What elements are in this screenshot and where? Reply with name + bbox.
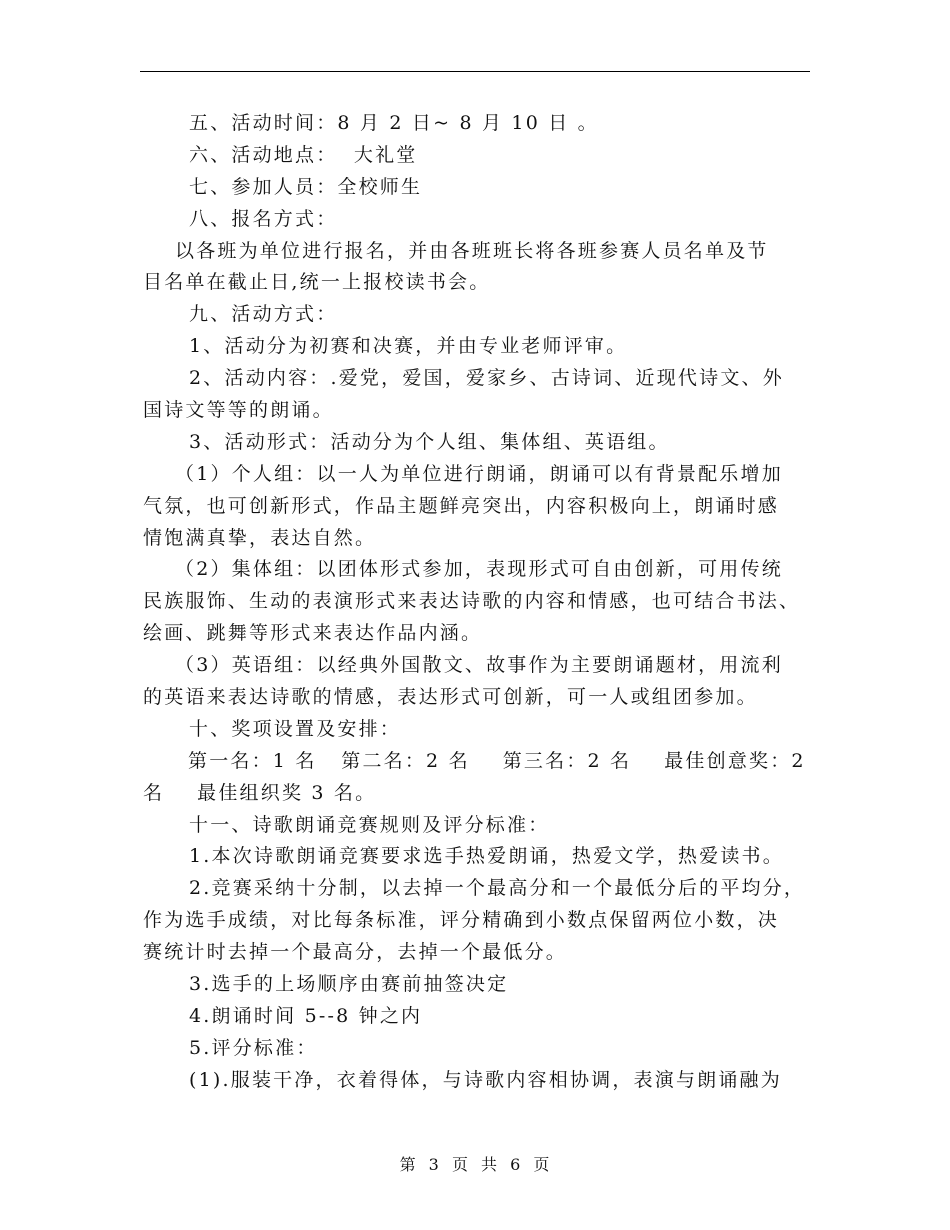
paragraph-line: 名 最佳组织奖 3 名。	[143, 781, 377, 804]
paragraph-line: 的英语来表达诗歌的情感，表达形式可创新，可一人或组团参加。	[143, 686, 758, 709]
paragraph-line: 以各班为单位进行报名，并由各班班长将各班参赛人员名单及节	[175, 239, 769, 262]
paragraph-line: 绘画、跳舞等形式来表达作品内涵。	[143, 622, 483, 645]
paragraph-line: 作为选手成绩，对比每条标准，评分精确到小数点保留两位小数，决	[143, 909, 780, 932]
paragraph-line: 4.朗诵时间 5--8 钟之内	[189, 1004, 423, 1027]
paragraph-line: 十一、诗歌朗诵竞赛规则及评分标准：	[189, 813, 550, 836]
paragraph-line: 七、参加人员：全校师生	[189, 175, 423, 198]
paragraph-line: 赛统计时去掉一个最高分，去掉一个最低分。	[143, 941, 568, 964]
paragraph-line: 气氛，也可创新形式，作品主题鲜亮突出，内容积极向上，朗诵时感	[143, 494, 780, 517]
paragraph-line: 2.竞赛采纳十分制，以去掉一个最高分和一个最低分后的平均分，	[189, 877, 806, 900]
paragraph-line: 1、活动分为初赛和决赛，并由专业老师评审。	[189, 335, 628, 358]
paragraph-line: （1）个人组：以一人为单位进行朗诵，朗诵可以有背景配乐增加	[175, 462, 783, 485]
paragraph-line: 第一名：1 名 第二名：2 名 第三名：2 名 最佳创意奖：2	[188, 749, 806, 772]
header-rule	[140, 71, 810, 72]
paragraph-line: 国诗文等等的朗诵。	[143, 399, 334, 422]
page-number: 第 3 页 共 6 页	[399, 1155, 551, 1174]
paragraph-line: 5.评分标准：	[189, 1036, 318, 1059]
paragraph-line: 九、活动方式：	[189, 303, 338, 326]
paragraph-line: 五、活动时间：8 月 2 日~ 8 月 10 日 。	[189, 112, 599, 134]
paragraph-line: 六、活动地点： 大礼堂	[189, 143, 418, 166]
paragraph-line: 3.选手的上场顺序由赛前抽签决定	[189, 973, 509, 996]
paragraph-line: 八、报名方式：	[189, 207, 338, 230]
paragraph-line: 民族服饰、生动的表演形式来表达诗歌的内容和情感，也可结合书法、	[143, 590, 801, 613]
paragraph-line: 目名单在截止日,统一上报校读书会。	[143, 271, 491, 294]
paragraph-line: 3、活动形式：活动分为个人组、集体组、英语组。	[189, 430, 670, 453]
paragraph-line: （3）英语组：以经典外国散文、故事作为主要朗诵题材，用流利	[175, 654, 783, 677]
paragraph-line: 十、奖项设置及安排：	[189, 717, 402, 740]
paragraph-line: (1).服装干净，衣着得体，与诗歌内容相协调，表演与朗诵融为	[189, 1068, 782, 1091]
paragraph-line: 情饱满真挚，表达自然。	[143, 526, 377, 549]
paragraph-line: （2）集体组：以团体形式参加，表现形式可自由创新，可用传统	[175, 558, 783, 581]
paragraph-line: 2、活动内容：.爱党，爱国，爱家乡、古诗词、近现代诗文、外	[189, 367, 784, 390]
document-body	[143, 108, 813, 1097]
paragraph-line: 1.本次诗歌朗诵竞赛要求选手热爱朗诵，热爱文学，热爱读书。	[189, 845, 784, 868]
